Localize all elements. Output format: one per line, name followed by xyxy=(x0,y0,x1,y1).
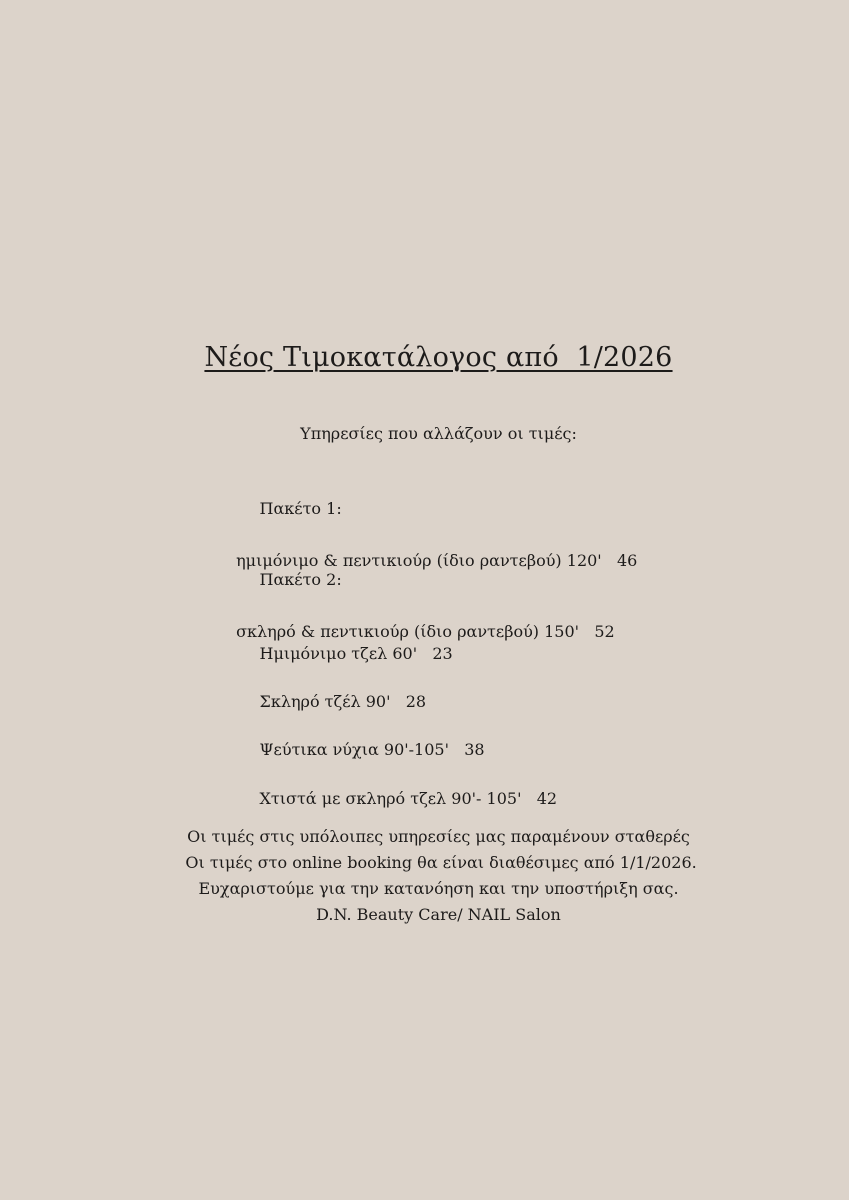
footer-line: Οι τιμές στις υπόλοιπες υπηρεσίες μας παραμένουν σταθερές xyxy=(187,827,690,846)
subtitle: Υπηρεσίες που αλλάζουν οι τιμές: xyxy=(300,424,577,443)
service-detail: ημιμόνιμο & πεντικιούρ (ίδιο ραντεβού) 120' 46 xyxy=(231,551,638,570)
service-name: Σκληρό τζέλ 90' 28 xyxy=(259,692,427,711)
service-name: Χτιστά με σκληρό τζελ 90'- 105' 42 xyxy=(259,789,558,808)
service-name: Πακέτο 2: xyxy=(259,570,342,589)
service-detail: σκληρό & πεντικιούρ (ίδιο ραντεβού) 150' 52 xyxy=(231,622,615,641)
page-title: Νέος Τιμοκατάλογος από 1/2026 xyxy=(204,342,673,373)
service-name: Πακέτο 1: xyxy=(259,499,342,518)
service-name: Ημιμόνιμο τζελ 60' 23 xyxy=(259,644,453,663)
footer-line: Οι τιμές στο online booking θα είναι διαθέσιμες από 1/1/2026. xyxy=(180,853,697,872)
salon-signature: D.N. Beauty Care/ NAIL Salon xyxy=(316,905,561,924)
footer-notes xyxy=(0,824,849,928)
footer-line: Ευχαριστούμε για την κατανόηση και την υποστήριξη σας. xyxy=(198,879,679,898)
service-name: Ψεύτικα νύχια 90'-105' 38 xyxy=(259,740,485,759)
